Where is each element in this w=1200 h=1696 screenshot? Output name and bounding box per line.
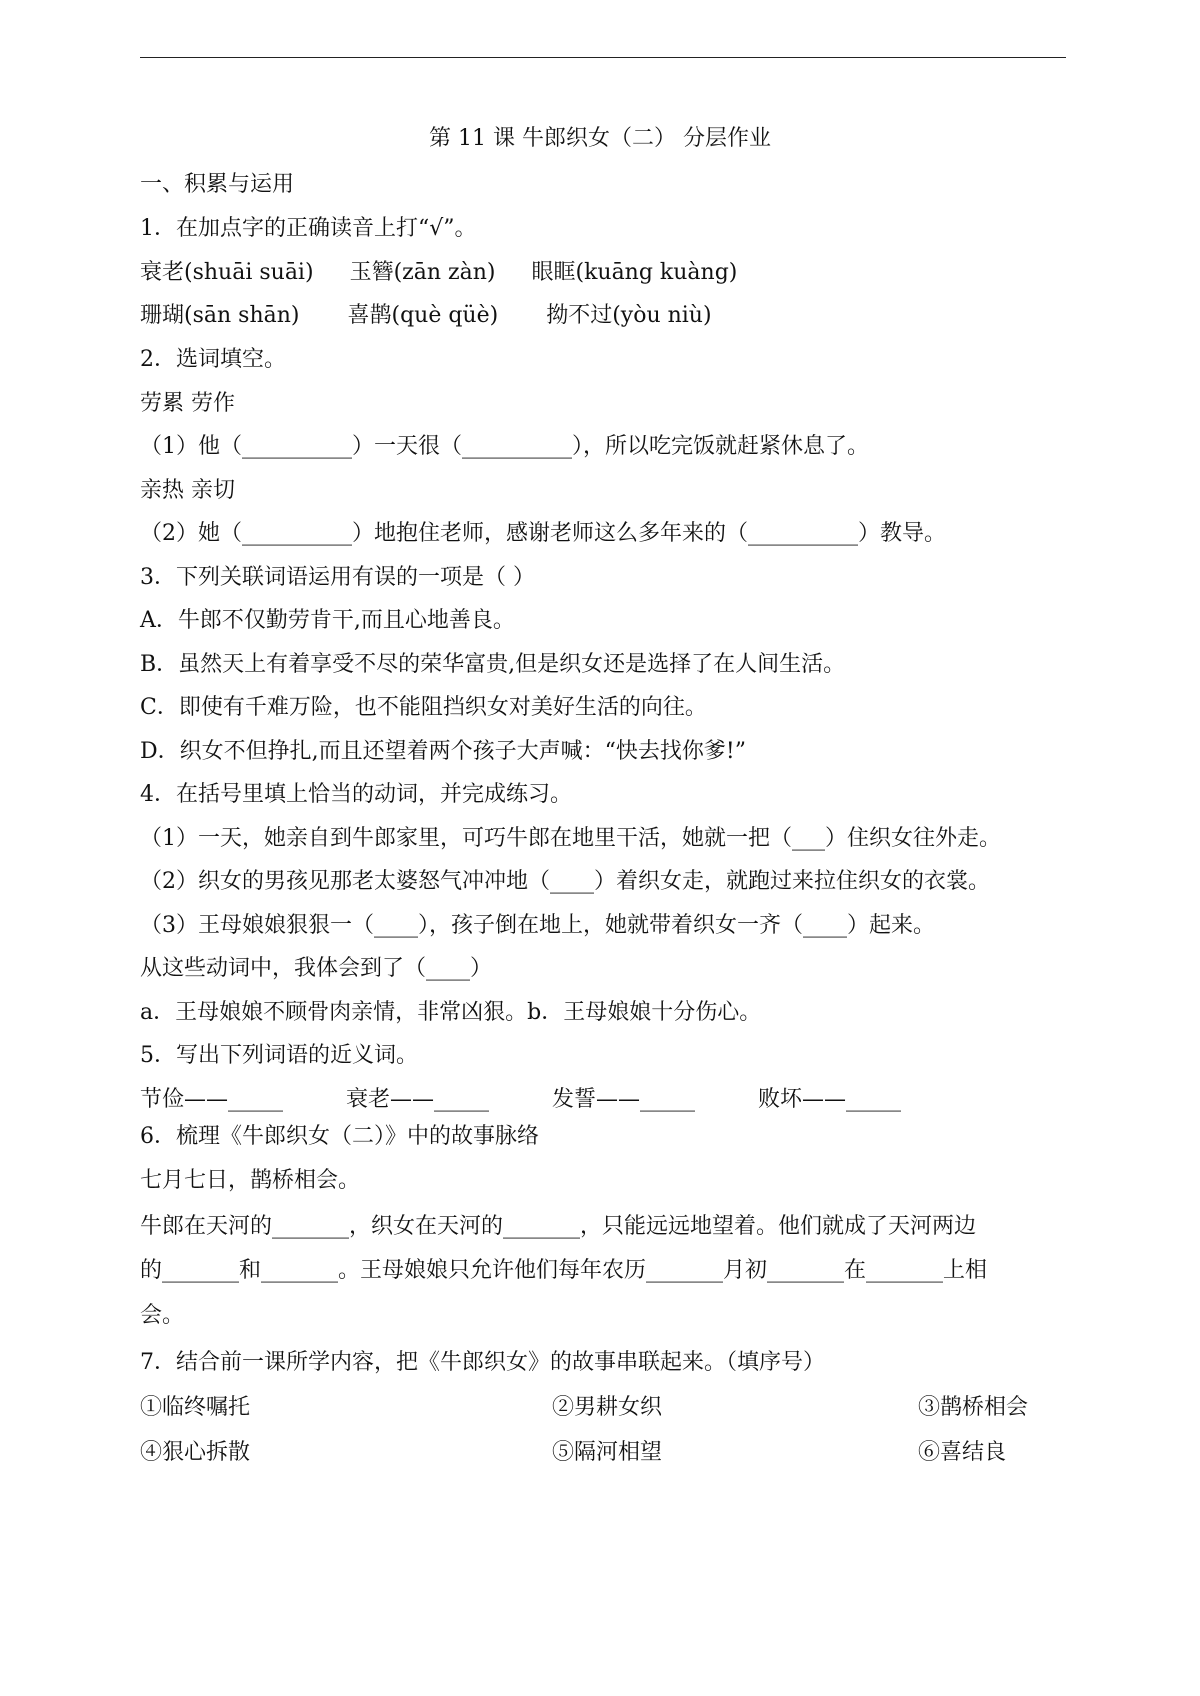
question-2-prompt: 2．选词填空。 [140, 347, 286, 372]
question-6-prompt: 6．梳理《牛郎织女（二）》中的故事脉络 [140, 1124, 539, 1149]
verb-reflection: 从这些动词中，我体会到了（____） [140, 956, 493, 981]
story-event-item: ⑥喜结良 [918, 1440, 1007, 1465]
verb-sentence-3: （3）王母娘娘狠狠一（____），孩子倒在地上，她就带着织女一齐（____）起来。 [140, 913, 935, 938]
option-c: C．即使有千难万险，也不能阻挡织女对美好生活的向往。 [140, 695, 707, 720]
pinyin-item: 喜鹊(què qüè) [347, 303, 499, 328]
word-choices-2: 亲热 亲切 [140, 478, 235, 503]
story-line-1: 七月七日，鹊桥相会。 [140, 1168, 361, 1193]
synonym-item: 发誓——_____ [552, 1087, 696, 1112]
synonym-item: 节俭——_____ [140, 1087, 284, 1112]
synonym-item: 衰老——_____ [346, 1087, 490, 1112]
pinyin-item: 玉簪(zān zàn) [349, 260, 496, 285]
story-line-4: 会。 [140, 1303, 185, 1328]
option-b: B．虽然天上有着享受不尽的荣华富贵,但是织女还是选择了在人间生活。 [140, 652, 846, 677]
story-line-2: 牛郎在天河的_______，织女在天河的_______，只能远远地望着。他们就成了天河两边 [140, 1214, 977, 1239]
option-a: A．牛郎不仅勤劳肯干,而且心地善良。 [140, 608, 515, 633]
header-rule [140, 57, 1066, 58]
section-heading: 一、积累与运用 [140, 172, 295, 197]
pinyin-item: 衰老(shuāi suāi) [140, 260, 314, 285]
question-4-prompt: 4．在括号里填上恰当的动词，并完成练习。 [140, 782, 572, 807]
question-3-prompt: 3．下列关联词语运用有误的一项是（ ） [140, 565, 535, 590]
fill-sentence-2: （2）她（__________）地抱住老师，感谢老师这么多年来的（__________）教导。 [140, 521, 946, 546]
pinyin-item: 眼眶(kuāng kuàng) [531, 260, 738, 285]
story-event-item: ③鹊桥相会 [918, 1395, 1029, 1420]
verb-sentence-2: （2）织女的男孩见那老太婆怒气冲冲地（____）着织女走，就跑过来拉住织女的衣裳。 [140, 869, 990, 894]
word-choices-1: 劳累 劳作 [140, 391, 235, 416]
story-event-item: ②男耕女织 [552, 1395, 663, 1420]
verb-sentence-1: （1）一天，她亲自到牛郎家里，可巧牛郎在地里干活，她就一把（___）住织女往外走。 [140, 826, 1001, 851]
story-event-item: ⑤隔河相望 [552, 1440, 663, 1465]
story-event-item: ④狠心拆散 [140, 1440, 251, 1465]
pinyin-item: 珊瑚(sān shān) [140, 303, 300, 328]
question-1-row-1 [140, 258, 737, 288]
question-5-prompt: 5．写出下列词语的近义词。 [140, 1043, 418, 1068]
verb-options: a．王母娘娘不顾骨肉亲情，非常凶狠。b．王母娘娘十分伤心。 [140, 1000, 762, 1025]
question-1-row-2 [140, 301, 712, 331]
synonym-item: 败坏——_____ [758, 1087, 902, 1112]
option-d: D．织女不但挣扎,而且还望着两个孩子大声喊：“快去找你爹!” [140, 739, 746, 764]
story-line-3: 的_______和_______。王母娘娘只允许他们每年农历_______月初_______在_______上相 [140, 1258, 988, 1283]
story-event-item: ①临终嘱托 [140, 1395, 251, 1420]
question-7-prompt: 7．结合前一课所学内容，把《牛郎织女》的故事串联起来。（填序号） [140, 1350, 825, 1375]
question-1-prompt: 1．在加点字的正确读音上打“√”。 [140, 216, 477, 241]
page-title: 第 11 课 牛郎织女（二） 分层作业 [429, 126, 771, 151]
fill-sentence-1: （1）他（__________）一天很（__________），所以吃完饭就赶紧休息了。 [140, 434, 869, 459]
pinyin-item: 拗不过(yòu niù) [546, 303, 712, 328]
